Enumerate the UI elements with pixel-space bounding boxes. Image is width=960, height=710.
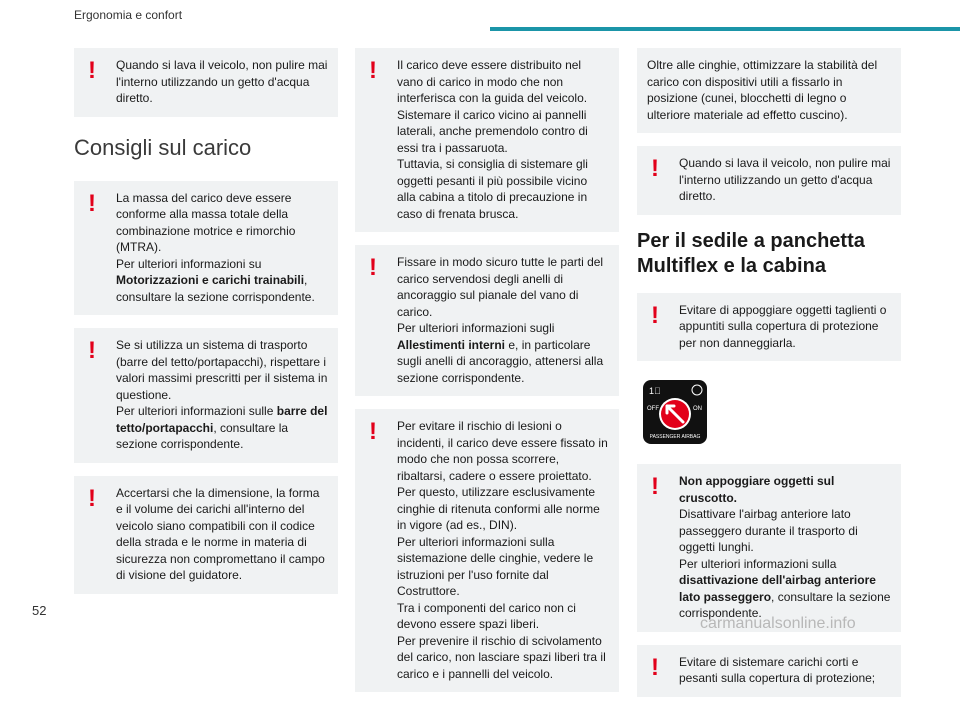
warning-icon: ! xyxy=(651,653,659,681)
column-3 xyxy=(637,48,901,710)
warning-text: Per ulteriori informazioni sulle barre del tetto/portapacchi, consultare la sezione corrispondente. xyxy=(116,404,328,451)
warning-box xyxy=(637,293,901,362)
bold-reference: Allestimenti interni xyxy=(397,337,506,352)
section-title-multiflex: Per il sedile a panchetta Multiflex e la cabina xyxy=(637,229,865,277)
warning-icon: ! xyxy=(88,337,96,364)
warning-text: La massa del carico deve essere conforme alla massa totale della combinazione motrice e rimorchio (MTRA). xyxy=(116,190,296,254)
warning-icon: ! xyxy=(88,484,96,512)
warning-box xyxy=(74,181,338,316)
warning-text: Se si utilizza un sistema di trasporto (barre del tetto/portapacchi), rispettare i valori massimi prescritti per il sistema in questione. xyxy=(116,338,328,402)
warning-text: Per ulteriori informazioni sugli Allestimenti interni e, in particolare sugli anelli di ancoraggio, attenersi alla sezione corrispondente. xyxy=(397,321,604,385)
warning-text: Per prevenire il rischio di scivolamento del carico, non lasciare spazi liberi tra il carico e i pannelli del veicolo. xyxy=(397,633,606,681)
warning-text: Fissare in modo sicuro tutte le parti del carico servendosi degli anelli di ancoraggio sul pianale del vano di carico. xyxy=(397,255,604,319)
warning-text: Accertarsi che la dimensione, la forma e il volume dei carichi all'interno del veicolo siano compatibili con il codice della strada e le norme in materia di sicurezza non compromettano il campo di visione del guidatore. xyxy=(116,485,325,582)
passenger-airbag-icon xyxy=(643,380,707,444)
info-text: Oltre alle cinghie, ottimizzare la stabilità del carico con dispositivi utili a fissarlo in posizione (cunei, blocchetti di legno o ulteriore materiale ad effetto cuscino). xyxy=(647,58,878,122)
airbag-on-label: ON xyxy=(693,406,702,412)
bold-reference: Motorizzazioni e carichi trainabili xyxy=(116,273,305,287)
warning-box xyxy=(355,48,619,232)
warning-icon: ! xyxy=(88,189,96,217)
warning-icon: ! xyxy=(369,57,377,84)
info-box xyxy=(637,48,901,133)
warning-text: Per ulteriori informazioni su Motorizzazioni e carichi trainabili, consultare la sezione corrispondente. xyxy=(116,256,315,304)
svg-text:1⃝: 1⃝ xyxy=(649,386,661,396)
section-title-loading: Consigli sul carico xyxy=(74,134,252,160)
warning-box xyxy=(637,645,901,697)
warning-text xyxy=(679,473,891,506)
warning-icon: ! xyxy=(88,57,96,84)
warning-text: Per ulteriori informazioni sulla sistemazione delle cinghie, vedere le istruzioni per l'uso fornite dal Costruttore. xyxy=(397,534,594,598)
airbag-off-label: OFF xyxy=(647,406,659,412)
header-accent-bar xyxy=(490,27,960,31)
warning-box xyxy=(355,245,619,396)
warning-box xyxy=(74,48,338,117)
bold-reference: disattivazione dell'airbag anteriore lato passeggero xyxy=(679,573,876,604)
warning-box xyxy=(637,464,901,632)
warning-text: Quando si lava il veicolo, non pulire mai l'interno utilizzando un getto d'acqua diretto. xyxy=(116,58,328,105)
warning-text: Il carico deve essere distribuito nel vano di carico in modo che non interferisca con la guida del veicolo. xyxy=(397,58,588,105)
warning-text: Sistemare il carico vicino ai pannelli laterali, anche premendolo contro di essi tra i passaruota. xyxy=(397,107,588,155)
warning-text: Per ulteriori informazioni sulla disattivazione dell'airbag anteriore lato passeggero, consultare la sezione corrispondente. xyxy=(679,556,891,620)
warning-box xyxy=(74,476,338,594)
warning-text: Tra i componenti del carico non ci devono essere spazi liberi. xyxy=(397,600,576,631)
warning-text: Per evitare il rischio di lesioni o incidenti, il carico deve essere fissato in modo che non possa scorrere, ribaltarsi, cadere o essere proiettato. Per questo, utilizzare esclusivamente cinghie di ritenuta conformi alle norme in vigore (ad es., DIN). xyxy=(397,419,608,532)
column-2 xyxy=(355,48,619,705)
warning-icon: ! xyxy=(369,254,377,281)
warning-icon: ! xyxy=(651,301,659,329)
warning-box xyxy=(74,328,338,463)
bold-reference: Non appoggiare oggetti sul cruscotto. xyxy=(679,474,835,505)
warning-text: Evitare di appoggiare oggetti taglienti o appuntiti sulla copertura di protezione per non danneggiarla. xyxy=(679,302,887,350)
warning-text: Quando si lava il veicolo, non pulire mai l'interno utilizzando un getto d'acqua diretto. xyxy=(679,156,891,203)
bold-reference: barre del tetto/portapacchi xyxy=(116,404,328,435)
page-header-title: Ergonomia e confort xyxy=(74,8,183,22)
page-number: 52 xyxy=(32,603,47,618)
warning-box xyxy=(637,146,901,215)
warning-icon: ! xyxy=(651,155,659,182)
warning-icon: ! xyxy=(651,473,659,500)
warning-text: Disattivare l'airbag anteriore lato passeggero durante il trasporto di oggetti lunghi. xyxy=(679,507,858,554)
warning-box xyxy=(355,409,619,692)
warning-text: Tuttavia, si consiglia di sistemare gli oggetti pesanti il più possibile vicino alla cabina a titolo di precauzione in caso di frenata brusca. xyxy=(397,157,588,221)
warning-icon: ! xyxy=(369,418,377,445)
watermark: carmanualsonline.info xyxy=(700,615,856,632)
airbag-label: PASSENGER AIRBAG xyxy=(649,434,701,440)
warning-text: Evitare di sistemare carichi corti e pesanti sulla copertura di protezione; xyxy=(679,654,876,685)
column-1 xyxy=(74,48,338,607)
